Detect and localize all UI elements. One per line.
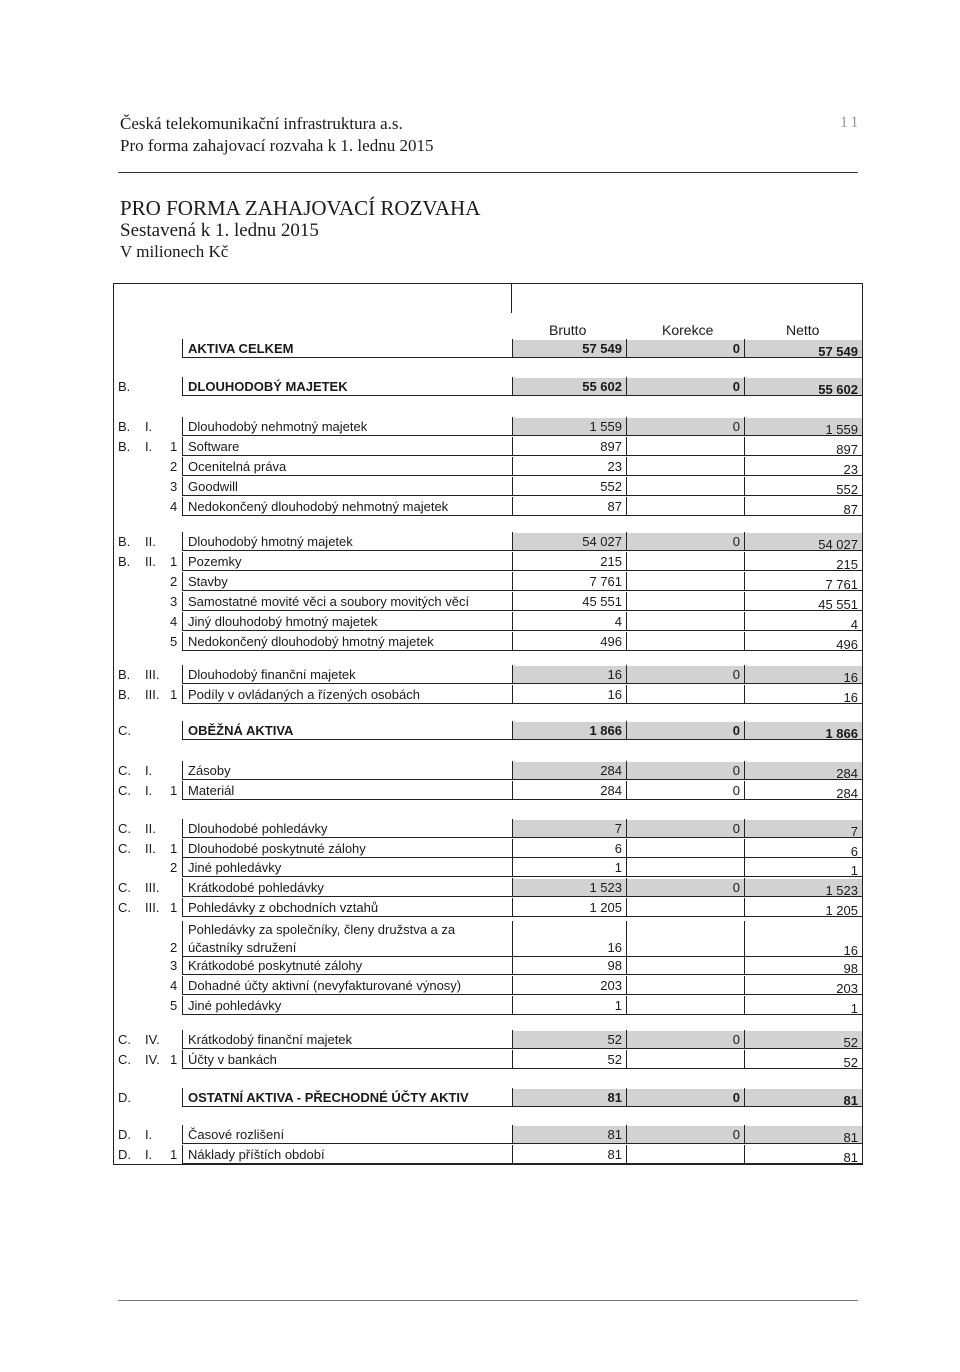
page-title: PRO FORMA ZAHAJOVACÍ ROZVAHA [120,196,481,220]
brutto-divider [626,477,627,496]
row-code-section: B. [118,439,131,454]
netto-value: 81 [843,1093,858,1108]
korekce-value: 0 [732,1090,740,1105]
row-code-item: 4 [170,499,178,514]
row-label: Dlouhodobé poskytnuté zálohy [188,841,366,856]
brutto-divider [626,996,627,1015]
korekce-value: 0 [732,783,740,798]
brutto-value: 1 559 [589,419,622,434]
label-divider [182,976,183,995]
korekce-value: 0 [732,1127,740,1142]
row-label: Nedokončený dlouhodobý hmotný majetek [188,634,434,649]
brutto-value: 1 [614,998,622,1013]
brutto-value: 1 866 [589,723,622,738]
korekce-value: 0 [732,667,740,682]
brutto-value: 55 602 [582,379,622,394]
row-code-group: I. [145,783,153,798]
label-divider [182,457,183,476]
row-label: Jiné pohledávky [188,860,282,875]
row-code-section: B. [118,534,131,549]
korekce-value: 0 [732,763,740,778]
brutto-divider [626,858,627,877]
brutto-divider [626,685,627,704]
brutto-value: 81 [607,1090,622,1105]
brutto-divider [626,956,627,975]
netto-value: 16 [843,690,858,705]
header-divider [118,172,858,173]
brutto-divider [626,497,627,516]
label-divider [182,685,183,704]
units-label: V milionech Kč [120,242,229,261]
row-code-group: I. [145,439,153,454]
brutto-value: 16 [607,940,622,955]
brutto-divider [626,898,627,917]
netto-value: 552 [836,482,858,497]
brutto-value: 4 [614,614,622,629]
row-label: Goodwill [188,479,238,494]
label-divider [182,819,183,838]
korekce-value: 0 [732,1032,740,1047]
row-label: Dlouhodobý nehmotný majetek [188,419,368,434]
row-label: OBĚŽNÁ AKTIVA [188,723,294,738]
row-code-group: III. [145,667,160,682]
korekce-value: 0 [732,880,740,895]
row-code-section: B. [118,687,131,702]
label-divider [182,996,183,1015]
row-label: Jiný dlouhodobý hmotný majetek [188,614,378,629]
row-code-section: B. [118,667,131,682]
row-code-item: 3 [170,958,178,973]
column-header-brutto: Brutto [549,322,587,338]
row-label-continued: účastníky sdružení [188,940,297,955]
label-divider [182,612,183,631]
label-divider [182,572,183,591]
netto-value: 87 [843,502,858,517]
netto-value: 1 559 [825,422,858,437]
label-divider [182,898,183,917]
brutto-divider [626,437,627,456]
row-code-item: 3 [170,479,178,494]
row-code-section: D. [118,1147,131,1162]
label-divider [182,921,183,957]
brutto-value: 1 523 [589,880,622,895]
netto-value: 6 [850,844,858,859]
row-code-group: I. [145,1147,153,1162]
label-divider [182,417,183,436]
footer-divider [118,1300,858,1301]
row-label: AKTIVA CELKEM [188,341,294,356]
label-divider [182,437,183,456]
label-divider [182,858,183,877]
netto-value: 52 [843,1035,858,1050]
row-label: Pozemky [188,554,242,569]
row-label: Nedokončený dlouhodobý nehmotný majetek [188,499,449,514]
label-divider [182,665,183,684]
brutto-divider [626,1145,627,1164]
netto-value: 16 [843,670,858,685]
brutto-value: 7 [614,821,622,836]
label-divider [182,477,183,496]
row-code-item: 3 [170,594,178,609]
row-code-section: C. [118,1032,131,1047]
row-code-group: II. [145,534,156,549]
table-divider [511,283,512,313]
row-code-group: IV. [145,1052,160,1067]
row-code-item: 1 [170,841,178,856]
brutto-divider [626,632,627,651]
row-label: Náklady příštích období [188,1147,325,1162]
brutto-divider [626,552,627,571]
row-label: Krátkodobé pohledávky [188,880,324,895]
document-subtitle: Pro forma zahajovací rozvaha k 1. lednu 2015 [120,136,434,155]
brutto-value: 897 [600,439,622,454]
netto-value: 81 [843,1130,858,1145]
brutto-value: 23 [607,459,622,474]
label-divider [182,1050,183,1069]
brutto-divider [626,976,627,995]
row-code-item: 1 [170,687,178,702]
row-code-section: C. [118,723,131,738]
row-code-item: 5 [170,634,178,649]
company-name: Česká telekomunikační infrastruktura a.s. [120,114,403,133]
row-code-item: 4 [170,614,178,629]
brutto-value: 16 [607,687,622,702]
label-divider [182,532,183,551]
label-divider [182,761,183,780]
netto-value: 4 [850,617,858,632]
brutto-value: 16 [607,667,622,682]
column-header-netto: Netto [786,322,820,338]
brutto-divider [626,612,627,631]
row-label: Pohledávky za společníky, členy družstva a za [188,922,456,937]
row-code-group: II. [145,554,156,569]
brutto-value: 81 [607,1127,622,1142]
row-label: Dlouhodobé pohledávky [188,821,328,836]
label-divider [182,552,183,571]
label-divider [182,592,183,611]
row-code-section: D. [118,1127,131,1142]
row-code-section: C. [118,821,131,836]
brutto-value: 52 [607,1052,622,1067]
brutto-value: 45 551 [582,594,622,609]
row-code-group: I. [145,763,153,778]
netto-value: 215 [836,557,858,572]
row-label: Krátkodobý finanční majetek [188,1032,353,1047]
brutto-divider [626,839,627,858]
row-label: DLOUHODOBÝ MAJETEK [188,379,348,394]
netto-value: 203 [836,981,858,996]
label-divider [182,1030,183,1049]
label-divider [182,1088,183,1107]
brutto-value: 52 [607,1032,622,1047]
row-label: Stavby [188,574,228,589]
netto-value: 7 [850,824,858,839]
row-label: Dlouhodobý finanční majetek [188,667,356,682]
row-label: Software [188,439,240,454]
row-label: Pohledávky z obchodních vztahů [188,900,379,915]
label-divider [182,781,183,800]
brutto-value: 284 [600,763,622,778]
brutto-value: 215 [600,554,622,569]
row-code-item: 1 [170,783,178,798]
row-code-section: B. [118,379,131,394]
brutto-value: 7 761 [589,574,622,589]
netto-value: 23 [843,462,858,477]
row-code-item: 1 [170,1052,178,1067]
row-code-item: 2 [170,940,178,955]
brutto-value: 1 205 [589,900,622,915]
brutto-value: 98 [607,958,622,973]
row-label: Časové rozlišení [188,1127,285,1142]
korekce-value: 0 [732,534,740,549]
netto-value: 16 [843,943,858,958]
label-divider [182,339,183,358]
netto-value: 1 [850,863,858,878]
netto-value: 1 866 [825,726,858,741]
korekce-value: 0 [732,379,740,394]
balance-date: Sestavená k 1. lednu 2015 [120,220,319,241]
row-label: Jiné pohledávky [188,998,282,1013]
row-code-item: 1 [170,439,178,454]
netto-value: 897 [836,442,858,457]
brutto-value: 496 [600,634,622,649]
page-number: 11 [840,114,862,131]
netto-value: 52 [843,1055,858,1070]
brutto-value: 203 [600,978,622,993]
netto-value: 1 523 [825,883,858,898]
brutto-value: 6 [614,841,622,856]
brutto-divider [626,921,627,957]
row-label: Zásoby [188,763,231,778]
row-label: Dlouhodobý hmotný majetek [188,534,353,549]
brutto-value: 81 [607,1147,622,1162]
row-code-group: IV. [145,1032,160,1047]
brutto-value: 54 027 [582,534,622,549]
row-code-item: 2 [170,574,178,589]
row-label: Ocenitelná práva [188,459,287,474]
row-label: Dohadné účty aktivní (nevyfakturované výnosy) [188,978,462,993]
row-code-item: 2 [170,860,178,875]
brutto-divider [626,592,627,611]
netto-value: 1 205 [825,903,858,918]
label-divider [182,1145,183,1164]
netto-value: 81 [843,1150,858,1165]
row-code-item: 1 [170,900,178,915]
label-divider [182,632,183,651]
row-code-section: C. [118,880,131,895]
brutto-value: 552 [600,479,622,494]
netto-value: 1 [850,1001,858,1016]
netto-value: 496 [836,637,858,652]
row-code-group: III. [145,900,160,915]
row-code-item: 4 [170,978,178,993]
row-label: Účty v bankách [188,1052,277,1067]
brutto-value: 87 [607,499,622,514]
brutto-divider [626,1050,627,1069]
row-label: Podíly v ovládaných a řízených osobách [188,687,420,702]
brutto-value: 284 [600,783,622,798]
row-label: Krátkodobé poskytnuté zálohy [188,958,363,973]
label-divider [182,1125,183,1144]
netto-value: 7 761 [825,577,858,592]
brutto-divider [626,457,627,476]
row-code-section: C. [118,841,131,856]
netto-value: 284 [836,766,858,781]
row-code-item: 1 [170,554,178,569]
brutto-divider [626,572,627,591]
netto-value: 54 027 [818,537,858,552]
row-code-section: C. [118,900,131,915]
korekce-value: 0 [732,821,740,836]
netto-value: 98 [843,961,858,976]
row-code-group: II. [145,821,156,836]
row-code-section: C. [118,783,131,798]
row-code-section: B. [118,419,131,434]
row-code-group: III. [145,687,160,702]
label-divider [182,721,183,740]
korekce-value: 0 [732,419,740,434]
label-divider [182,839,183,858]
row-code-item: 5 [170,998,178,1013]
row-code-group: II. [145,841,156,856]
label-divider [182,956,183,975]
korekce-value: 0 [732,723,740,738]
row-code-section: B. [118,554,131,569]
label-divider [182,878,183,897]
netto-value: 45 551 [818,597,858,612]
brutto-value: 57 549 [582,341,622,356]
row-code-group: III. [145,880,160,895]
korekce-value: 0 [732,341,740,356]
row-code-group: I. [145,1127,153,1142]
row-label: Materiál [188,783,235,798]
column-header-korekce: Korekce [662,322,714,338]
row-label: OSTATNÍ AKTIVA - PŘECHODNÉ ÚČTY AKTIV [188,1090,469,1105]
row-code-group: I. [145,419,153,434]
row-code-section: D. [118,1090,131,1105]
row-code-item: 1 [170,1147,178,1162]
label-divider [182,497,183,516]
netto-value: 55 602 [818,382,858,397]
row-code-item: 2 [170,459,178,474]
label-divider [182,377,183,396]
row-label: Samostatné movité věci a soubory movitých věcí [188,594,470,609]
brutto-value: 1 [614,860,622,875]
row-code-section: C. [118,763,131,778]
netto-value: 284 [836,786,858,801]
netto-value: 57 549 [818,344,858,359]
row-code-section: C. [118,1052,131,1067]
